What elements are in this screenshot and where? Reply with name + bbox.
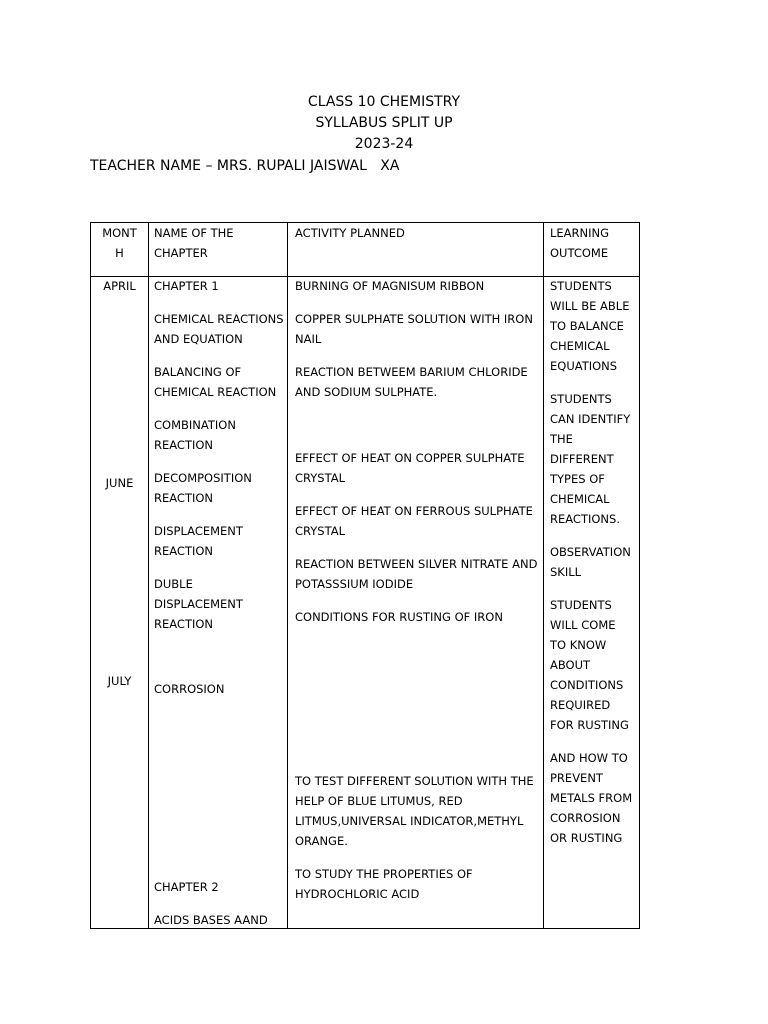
activity-item: BURNING OF MAGNISUM RIBBON [295, 279, 485, 293]
chapter-item: ACIDS BASES AAND [154, 913, 268, 927]
document-title-line2: SYLLABUS SPLIT UP [315, 115, 453, 131]
activity-item: EFFECT OF HEAT ON COPPER SULPHATE CRYSTAL [295, 451, 525, 485]
chapter-item: DUBLE DISPLACEMENT REACTION [154, 577, 243, 631]
chapter-item: CHAPTER 1 [154, 279, 219, 293]
chapter-item: CHEMICAL REACTIONS AND EQUATION [154, 312, 284, 346]
chapter-item: DECOMPOSITION REACTION [154, 471, 252, 505]
outcome-item: AND HOW TO PREVENT METALS FROM CORROSION OR RUSTING [550, 751, 633, 845]
chapter-item: DISPLACEMENT REACTION [154, 524, 243, 558]
teacher-name: TEACHER NAME – MRS. RUPALI JAISWAL XA [90, 158, 400, 174]
chapter-item: CHAPTER 2 [154, 880, 219, 894]
chapter-item: CORROSION [154, 682, 225, 696]
chapter-item: BALANCING OF CHEMICAL REACTION [154, 365, 277, 399]
outcome-item: STUDENTS WILL BE ABLE TO BALANCE CHEMICAL EQUATIONS [550, 279, 630, 373]
activity-item: COPPER SULPHATE SOLUTION WITH IRON NAIL [295, 312, 533, 346]
outcome-item: STUDENTS WILL COME TO KNOW ABOUT CONDITIONS REQUIRED FOR RUSTING [550, 598, 629, 732]
document-title-line1: CLASS 10 CHEMISTRY [307, 94, 461, 110]
activity-item: EFFECT OF HEAT ON FERROUS SULPHATE CRYSTAL [295, 504, 533, 538]
outcome-item: STUDENTS CAN IDENTIFY THE DIFFERENT TYPES OF CHEMICAL REACTIONS. [550, 392, 631, 526]
header-outcome: LEARNING OUTCOME [550, 226, 610, 260]
activity-item: TO TEST DIFFERENT SOLUTION WITH THE HELP OF BLUE LITUMUS, RED LITMUS,UNIVERSAL INDICATOR,METHYL ORANGE. [295, 774, 534, 848]
month-july: JULY [107, 674, 132, 688]
column-divider [543, 223, 544, 928]
document-title-year: 2023-24 [354, 136, 414, 152]
syllabus-table [90, 222, 640, 929]
activity-item: REACTION BETWEEM BARIUM CHLORIDE AND SODIUM SULPHATE. [295, 365, 528, 399]
chapter-item: COMBINATION REACTION [154, 418, 236, 452]
header-activity: ACTIVITY PLANNED [295, 226, 405, 240]
month-april: APRIL [103, 279, 136, 293]
activity-item: REACTION BETWEEN SILVER NITRATE AND POTASSSIUM IODIDE [295, 557, 538, 591]
column-divider [148, 223, 149, 928]
activity-item: TO STUDY THE PROPERTIES OF HYDROCHLORIC ACID [295, 867, 473, 901]
month-june: JUNE [105, 476, 134, 490]
column-divider [287, 223, 288, 928]
activity-item: CONDITIONS FOR RUSTING OF IRON [295, 610, 503, 624]
outcome-item: OBSERVATION SKILL [550, 545, 631, 579]
header-month: MONT H [102, 226, 137, 260]
header-chapter: NAME OF THE CHAPTER [154, 226, 234, 260]
